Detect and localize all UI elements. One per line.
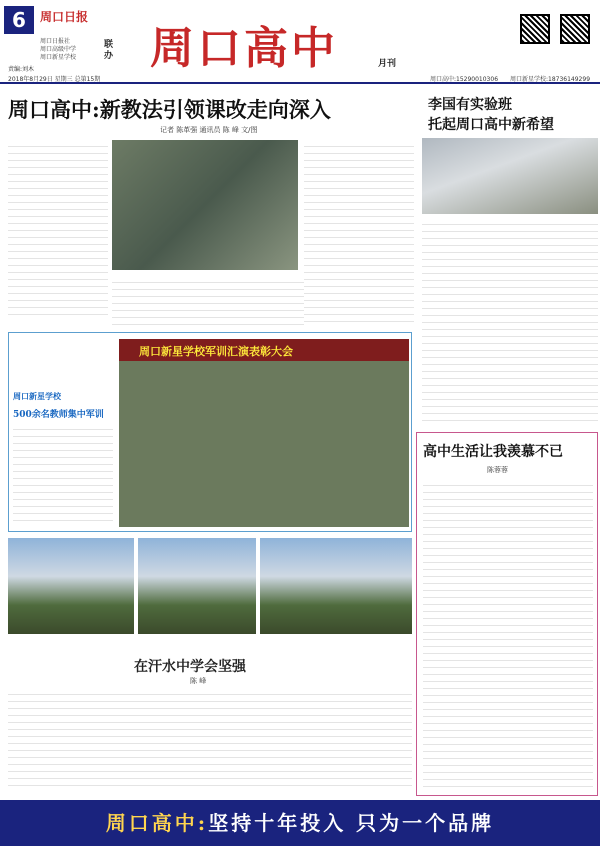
date-line: 2018年8月29日 星期三 总第15期 (8, 76, 101, 83)
banner-text: 周口新星学校军训汇演表彰大会 (139, 345, 293, 358)
essay-body (8, 688, 412, 792)
side-headline-2: 托起周口高中新希望 (428, 117, 554, 133)
qr-code-1 (520, 14, 550, 44)
box-training (8, 332, 412, 532)
editors: 责编:刘木 (8, 66, 35, 73)
box2-body (423, 479, 593, 789)
drill-photo-3 (260, 538, 412, 634)
box2-author: 陈蓉蓉 (487, 466, 508, 474)
lead-byline: 记者 陈革强 通讯员 陈 峰 文/图 (160, 126, 258, 134)
lead-headline: 周口高中:新教法引领课改走向深入 (8, 97, 331, 122)
lianban-label: 联办 (104, 40, 114, 61)
frequency-label: 月刊 (378, 59, 397, 69)
lead-photo (112, 140, 298, 270)
box-body (13, 423, 113, 523)
box-headline: 500余名教师集中军训 (13, 410, 104, 420)
side-photo (422, 138, 598, 214)
footer-banner: 周口高中:坚持十年投入 只为一个品牌 (0, 800, 600, 846)
drill-photo-1 (8, 538, 134, 634)
box-essay-life (416, 432, 598, 796)
qr-code-2 (560, 14, 590, 44)
lead-body-col1 (8, 140, 108, 320)
credits: 周口日报社 周口高级中学 周口新星学校 (40, 38, 77, 61)
paper-name: 周口日报 (40, 10, 89, 24)
essay-headline: 在汗水中学会坚强 (134, 659, 246, 675)
lead-body-col3 (304, 140, 414, 325)
side-headline-1: 李国有实验班 (428, 97, 512, 113)
box-kicker: 周口新星学校 (13, 392, 61, 401)
hotline: 周口高中:15290010306 (430, 76, 499, 83)
box2-headline: 高中生活让我羡慕不已 (423, 444, 563, 460)
hotline-2: 周口新星学校:18736149299 (510, 76, 591, 83)
drill-photo-2 (138, 538, 256, 634)
publication-title: 周口高中 (150, 23, 338, 74)
masthead (0, 0, 600, 84)
side-body (422, 218, 598, 426)
essay-author: 陈 峰 (190, 677, 207, 685)
page-number: 6 (4, 6, 34, 34)
box-photo (119, 339, 409, 527)
